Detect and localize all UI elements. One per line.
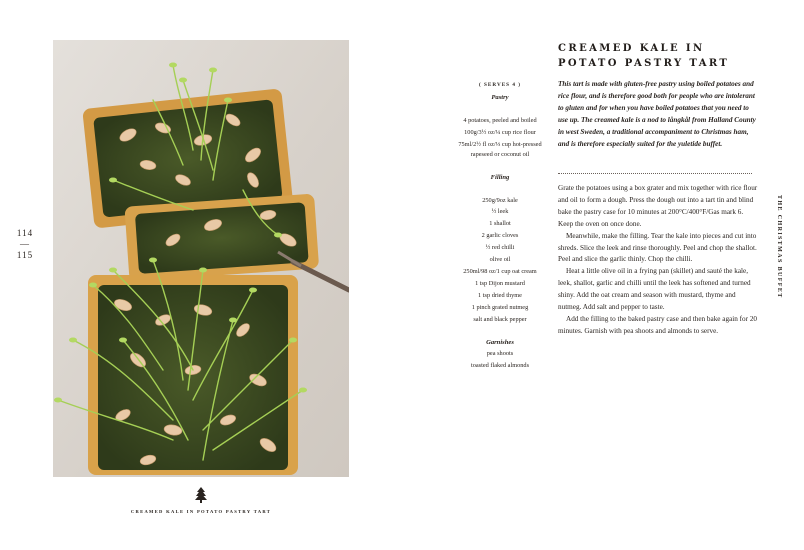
serves-label: ( SERVES 4 ) bbox=[479, 82, 521, 88]
ingredient-item: 75ml/2½ fl oz/⅓ cup hot-pressed rapeseed or coconut oil bbox=[458, 140, 542, 158]
recipe-title-line-1: CREAMED KALE IN bbox=[558, 43, 705, 54]
page-number-right: 115 bbox=[16, 250, 34, 260]
method-paragraph: Grate the potatoes using a box grater and mix together with rice flour and oil to form a dough. Press the dough out into a tart tin and blind bake the pastry case for 10 minutes at 200°C/400°F/Gas mark 6. Keep the oven on once done. bbox=[558, 184, 758, 228]
ingredient-item: 1 shallot bbox=[489, 220, 511, 228]
filling-heading: Filling bbox=[490, 173, 510, 181]
ingredient-item: 2 garlic cloves bbox=[481, 232, 519, 240]
photo-caption: CREAMED KALE IN POTATO PASTRY TART bbox=[130, 509, 272, 514]
ingredient-item: 1 pinch grated nutmeg bbox=[471, 303, 529, 311]
tart-photo bbox=[53, 40, 349, 477]
running-head bbox=[772, 195, 782, 315]
ingredients-list bbox=[454, 80, 546, 372]
ingredient-item: 250ml/98 oz/1 cup oat cream bbox=[463, 267, 537, 275]
ingredient-item: toasted flaked almonds bbox=[470, 362, 530, 370]
method-paragraph: Heat a little olive oil in a frying pan (skillet) and sauté the kale, leek, shallot, garlic and chilli until the leek has softened and turned shiny. Add the oat cream and season with mustard, thyme and nutmeg. Add salt and pepper to taste. bbox=[558, 267, 751, 312]
ingredient-item: olive oil bbox=[489, 256, 511, 264]
ingredient-item: 4 potatoes, peeled and boiled bbox=[463, 116, 537, 124]
recipe-title-line-2: POTATO PASTRY TART bbox=[558, 58, 730, 69]
page-number-separator: — bbox=[20, 239, 30, 249]
recipe-title bbox=[558, 41, 758, 71]
ingredient-item: ½ leek bbox=[491, 208, 509, 216]
ingredient-item: salt and black pepper bbox=[473, 315, 527, 323]
ingredient-item: ½ red chilli bbox=[485, 244, 515, 252]
recipe-intro: This tart is made with gluten-free pastry using boiled potatoes and rice flour, and is therefore good both for people who are intolerant to gluten and for when you have boiled potatoes that you need to use up. The creamed kale is a nod to långkål from Halland County in west Sweden, a traditional accompaniment to Christmas ham, and is therefore especially suited for the yuletide buffet. bbox=[558, 80, 756, 148]
pastry-heading: Pastry bbox=[491, 93, 509, 101]
recipe-method bbox=[558, 183, 758, 338]
garnishes-heading: Garnishes bbox=[486, 338, 514, 346]
ingredient-item: 1 tsp dried thyme bbox=[478, 291, 522, 299]
ingredient-item: 250g/9oz kale bbox=[482, 196, 518, 204]
dotted-divider bbox=[558, 173, 752, 174]
ingredient-item: 1 tsp Dijon mustard bbox=[475, 279, 525, 287]
page-number-left: 114 bbox=[16, 228, 34, 238]
method-paragraph: Meanwhile, make the filling. Tear the kale into pieces and cut into shreds. Slice the leek and rinse thoroughly. Peel and chop the shallot. Peel and slice the garlic thinly. Chop the chilli. bbox=[558, 231, 757, 264]
ingredient-item: pea shoots bbox=[486, 350, 514, 358]
ingredient-item: 100g/3½ oz/¼ cup rice flour bbox=[464, 128, 536, 136]
running-head-text: THE CHRISTMAS BUFFET bbox=[776, 195, 782, 299]
method-paragraph: Add the filling to the baked pastry case and then bake again for 20 minutes. Garnish with pea shoots and almonds to serve. bbox=[558, 314, 758, 335]
page-numbers bbox=[8, 228, 42, 261]
christmas-tree-icon bbox=[194, 487, 208, 503]
